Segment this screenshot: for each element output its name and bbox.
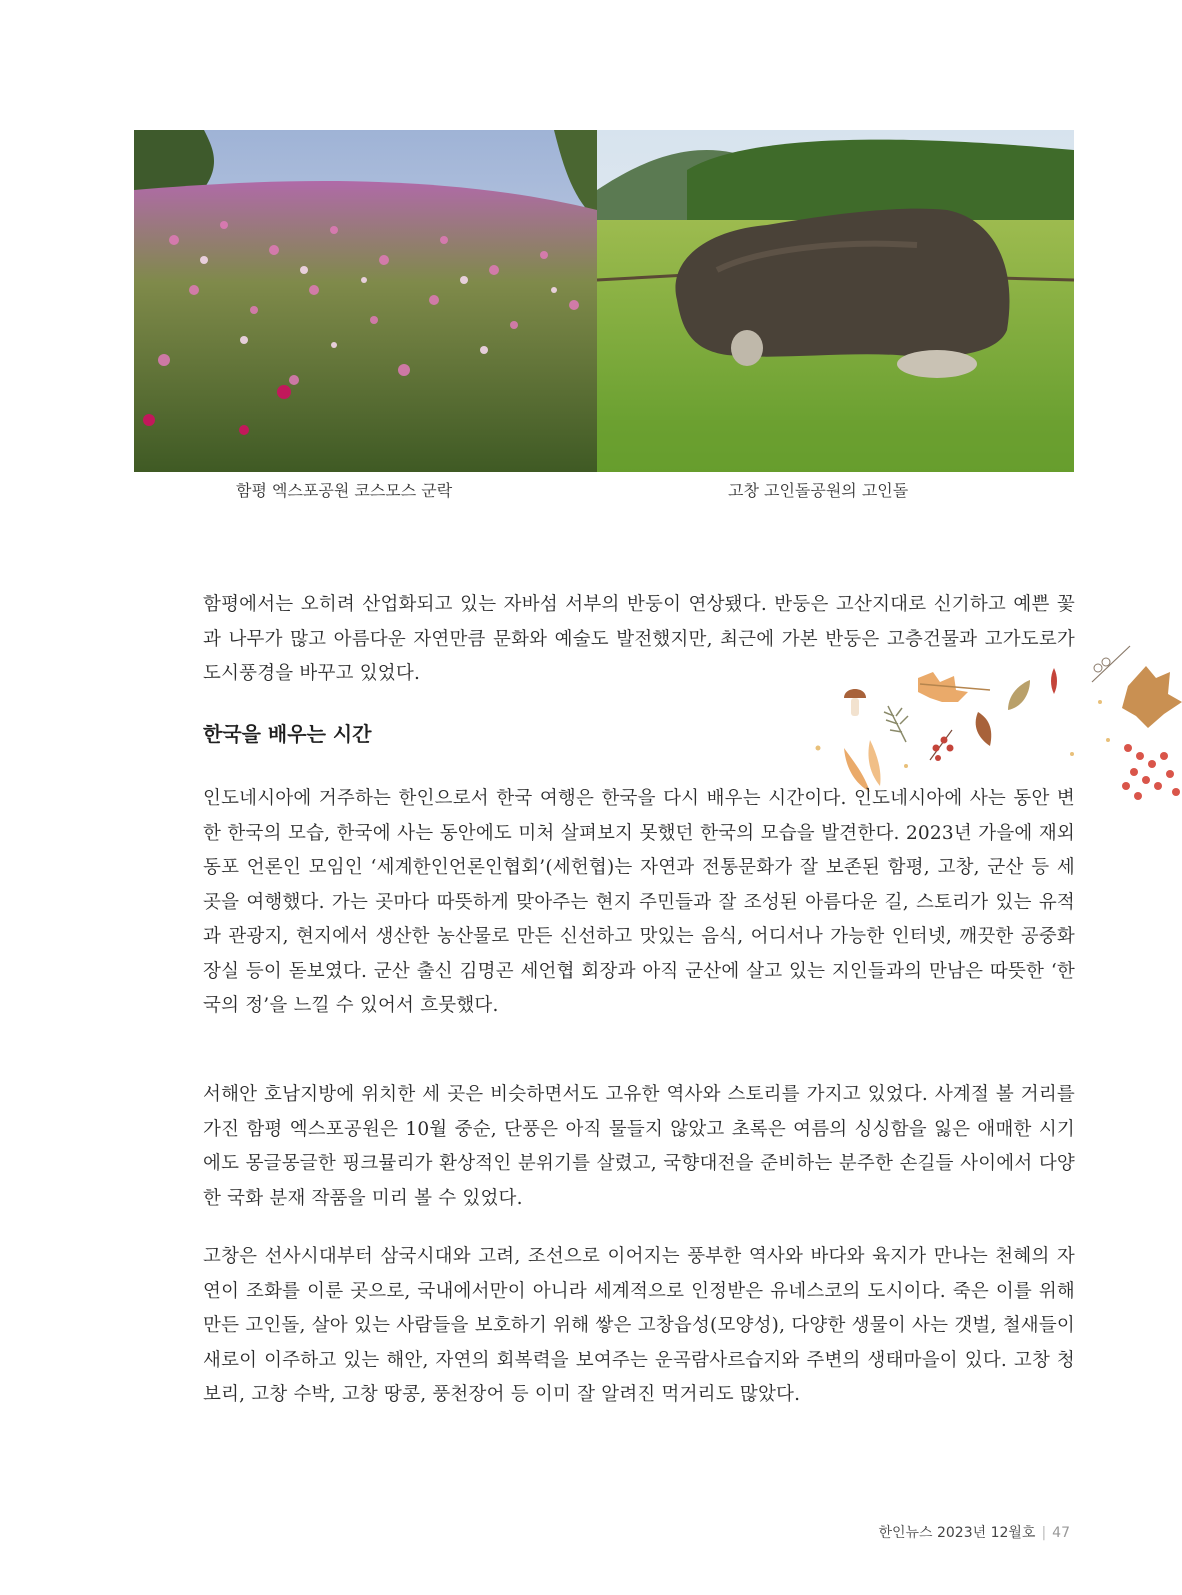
page-number: 47 xyxy=(1052,1525,1070,1541)
brown-maple-leaf-icon xyxy=(1122,666,1182,728)
dolmen-photo xyxy=(597,130,1074,472)
publication-name: 한인뉴스 2023년 12월호 xyxy=(878,1525,1036,1541)
fern-icon xyxy=(884,706,908,742)
berry-branch-icon xyxy=(930,730,954,761)
cosmos-field-photo xyxy=(134,130,597,472)
berry-cluster-icon xyxy=(1122,744,1180,800)
page-footer xyxy=(878,1522,1070,1542)
dandelion-icon xyxy=(1092,646,1130,682)
rust-leaf-icon xyxy=(976,712,992,746)
paragraph-korea-trip: 인도네시아에 거주하는 한인으로서 한국 여행은 한국을 다시 배우는 시간이다. 인도네시아에 사는 동안 변한 한국의 모습, 한국에 사는 동안에도 미처 살펴보지 못했던 한국의 모습을 발견한다. 2023년 가을에 재외동포 언론인 모임인 ‘세계한인언론인협회’(세헌협)는 자연과 전통문화가 잘 보존된 함평, 고창, 군산 등 세 곳을 여행했다. 가는 곳마다 따뜻하게 맞아주는 현지 주민들과 잘 조성된 아름다운 길, 스토리가 있는 유적과 관광지, 현지에서 생산한 농산물로 만든 신선하고 맛있는 음식, 어디서나 가능한 인터넷, 깨끗한 공중화장실 등이 돋보였다. 군산 출신 김명곤 세언협 회장과 아직 군산에 살고 있는 지인들과의 만남은 따뜻한 ‘한국의 정’을 느낄 수 있어서 흐뭇했다. xyxy=(203,788,1075,1016)
paragraph-gochang: 고창은 선사시대부터 삼국시대와 고려, 조선으로 이어지는 풍부한 역사와 바다와 육지가 만나는 천혜의 자연이 조화를 이룬 곳으로, 국내에서만이 아니라 세계적으로 인정받은 유네스코의 도시이다. 죽은 이를 위해 만든 고인돌, 살아 있는 사람들을 보호하기 위해 쌓은 고창읍성(모양성), 다양한 생물이 사는 갯벌, 철새들이 새로이 이주하고 있는 해안, 자연의 회복력을 보여주는 운곡람사르습지와 주변의 생태마을이 있다. 고창 청보리, 고창 수박, 고창 땅콩, 풍천장어 등 이미 잘 알려진 먹거리도 많았다. xyxy=(203,1246,1075,1405)
left-photo-caption: 함평 엑스포공원 코스모스 군락 xyxy=(236,481,453,500)
right-photo-caption: 고창 고인돌공원의 고인돌 xyxy=(728,481,909,500)
paragraph-bandung: 함평에서는 오히려 산업화되고 있는 자바섬 서부의 반둥이 연상됐다. 반둥은 고산지대로 신기하고 예쁜 꽃과 나무가 많고 아름다운 자연만큼 문화와 예술도 발전했지만, 최근에 가본 반둥은 고층건물과 고가도로가 도시풍경을 바꾸고 있었다. xyxy=(203,594,1075,684)
dot-accents xyxy=(816,700,1111,768)
footer-separator: | xyxy=(1041,1525,1047,1541)
section-heading: 한국을 배우는 시간 xyxy=(203,722,372,746)
photo-strip xyxy=(134,130,1074,472)
paragraph-hampyeong: 서해안 호남지방에 위치한 세 곳은 비슷하면서도 고유한 역사와 스토리를 가지고 있었다. 사계절 볼 거리를 가진 함평 엑스포공원은 10월 중순, 단풍은 아직 물들지 않았고 초록은 여름의 싱싱함을 잃은 애매한 시기에도 몽글몽글한 핑크뮬리가 환상적인 분위기를 살렸고, 국향대전을 준비하는 분주한 손길들 사이에서 다양한 국화 분재 작품을 미리 볼 수 있었다. xyxy=(203,1084,1075,1209)
mushroom-icon xyxy=(844,689,866,716)
